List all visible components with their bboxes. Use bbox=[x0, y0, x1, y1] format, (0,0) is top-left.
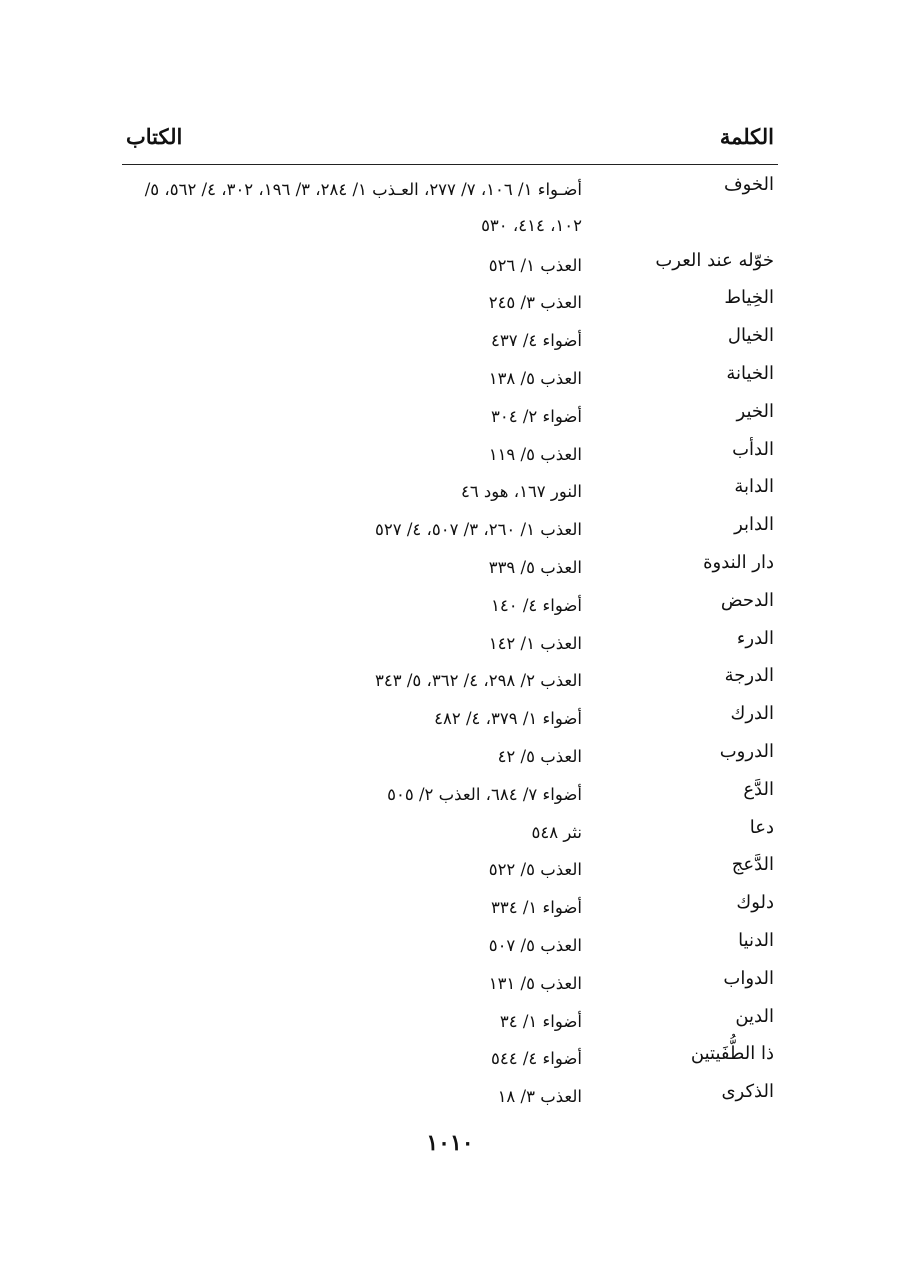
index-list bbox=[122, 170, 778, 1115]
index-word: الدين bbox=[735, 1005, 774, 1027]
index-references: أضواء ٤/ ١٤٠ bbox=[491, 595, 582, 615]
index-row bbox=[122, 964, 778, 1002]
index-word: الخيال bbox=[727, 325, 774, 347]
index-references: العذب ٥/ ١٣٨ bbox=[488, 368, 582, 388]
index-row bbox=[122, 888, 778, 926]
index-word: الدنيا bbox=[738, 929, 774, 951]
index-references: النور ١٦٧، هود ٤٦ bbox=[460, 482, 582, 502]
index-row bbox=[122, 510, 778, 548]
book-column-header: الكتاب bbox=[126, 124, 183, 149]
index-row bbox=[122, 359, 778, 397]
index-word: دار الندوة bbox=[703, 551, 774, 573]
index-row bbox=[122, 813, 778, 851]
index-row bbox=[122, 624, 778, 662]
index-references: أضواء ٧/ ٦٨٤، العذب ٢/ ٥٠٥ bbox=[387, 784, 582, 804]
index-word: الدأب bbox=[732, 438, 774, 460]
index-row bbox=[122, 246, 778, 284]
index-references: العذب ٥/ ٣٣٩ bbox=[488, 557, 582, 577]
index-word: الدحض bbox=[720, 589, 774, 611]
index-references: العذب ٥/ ٥٠٧ bbox=[488, 935, 582, 955]
index-row bbox=[122, 321, 778, 359]
index-word: الدرجة bbox=[724, 665, 774, 687]
index-row bbox=[122, 661, 778, 699]
index-row bbox=[122, 699, 778, 737]
index-row bbox=[122, 472, 778, 510]
index-word: الدواب bbox=[723, 967, 774, 989]
index-references: أضـواء ١/ ١٠٦، ٧/ ٢٧٧، العـذب ١/ ٢٨٤، ٣/ ١٩٦، ٣٠٢، ٤/ ٥٦٢، ٥/ ١٠٢، ٤١٤، ٥٣٠ bbox=[144, 180, 582, 235]
index-row bbox=[122, 1039, 778, 1077]
index-word: الدَّعج bbox=[731, 854, 774, 876]
index-references: العذب ٥/ ١١٩ bbox=[488, 444, 582, 464]
index-references: العذب ١/ ١٤٢ bbox=[488, 633, 582, 653]
index-word: ذا الطُّفَيتين bbox=[690, 1043, 774, 1065]
index-word: خوّله عند العرب bbox=[655, 249, 774, 271]
index-word: الخوف bbox=[723, 174, 774, 195]
index-references: أضواء ٢/ ٣٠٤ bbox=[491, 406, 582, 426]
index-row bbox=[122, 737, 778, 775]
index-word: دعا bbox=[749, 816, 774, 838]
index-references: العذب ١/ ٢٦٠، ٣/ ٥٠٧، ٤/ ٥٢٧ bbox=[374, 520, 582, 540]
index-row bbox=[122, 170, 778, 246]
index-row bbox=[122, 548, 778, 586]
index-references: أضواء ١/ ٣٣٤ bbox=[491, 898, 582, 918]
table-header bbox=[122, 124, 778, 164]
header-divider bbox=[122, 164, 778, 165]
index-row bbox=[122, 397, 778, 435]
index-word: الخيانة bbox=[726, 362, 774, 384]
index-references: نثر ٥٤٨ bbox=[531, 822, 582, 842]
word-column-header: الكلمة bbox=[719, 124, 774, 149]
index-word: الخير bbox=[736, 400, 774, 422]
index-row bbox=[122, 586, 778, 624]
index-references: العذب ٥/ ١٣١ bbox=[488, 973, 582, 993]
page-number: ١٠١٠ bbox=[426, 1130, 474, 1156]
index-references: العذب ٣/ ١٨ bbox=[497, 1087, 582, 1107]
index-references: العذب ٣/ ٢٤٥ bbox=[488, 293, 582, 313]
index-references: أضواء ٤/ ٤٣٧ bbox=[491, 331, 582, 351]
index-references: العذب ٥/ ٤٢ bbox=[497, 746, 582, 766]
index-row bbox=[122, 850, 778, 888]
index-references: العذب ١/ ٥٢٦ bbox=[488, 255, 582, 275]
index-row bbox=[122, 1002, 778, 1040]
index-row bbox=[122, 926, 778, 964]
index-references: العذب ٢/ ٢٩٨، ٤/ ٣٦٢، ٥/ ٣٤٣ bbox=[374, 671, 582, 691]
index-word: الدرء bbox=[736, 627, 774, 649]
index-references: أضواء ٤/ ٥٤٤ bbox=[491, 1049, 582, 1069]
index-row bbox=[122, 1077, 778, 1115]
index-row bbox=[122, 283, 778, 321]
index-references: أضواء ١/ ٣٤ bbox=[499, 1011, 582, 1031]
index-word: دلوك bbox=[736, 892, 774, 914]
index-references: أضواء ١/ ٣٧٩، ٤/ ٤٨٢ bbox=[434, 709, 582, 729]
index-word: الدروب bbox=[719, 740, 774, 762]
index-word: الخِياط bbox=[724, 287, 774, 309]
index-word: الدَّع bbox=[743, 778, 774, 800]
index-word: الدرك bbox=[730, 703, 774, 725]
index-row bbox=[122, 435, 778, 473]
index-word: الدابة bbox=[734, 476, 774, 498]
index-word: الذكرى bbox=[721, 1081, 774, 1103]
index-row bbox=[122, 775, 778, 813]
index-references: العذب ٥/ ٥٢٢ bbox=[488, 860, 582, 880]
index-word: الدابر bbox=[734, 514, 774, 536]
